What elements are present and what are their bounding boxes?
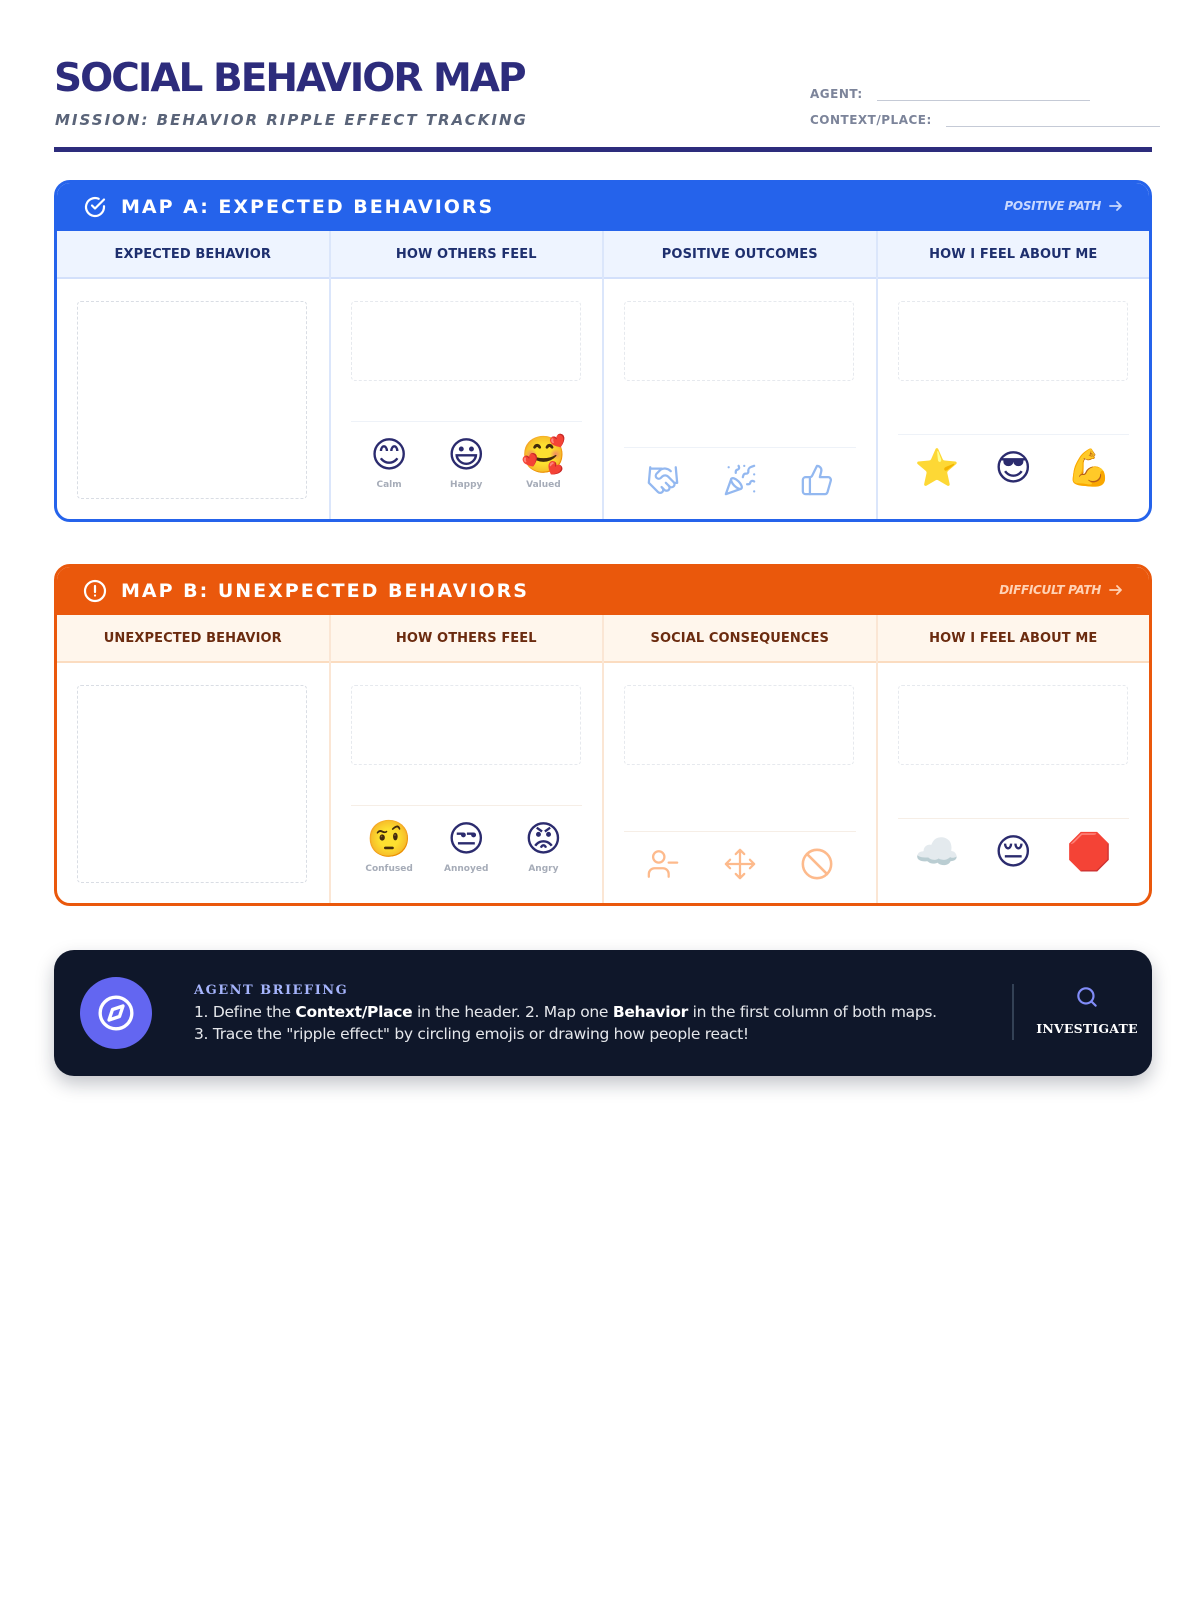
emoji-label: Angry: [528, 864, 559, 874]
worksheet-header: [54, 56, 1152, 154]
emoji-label: Valued: [526, 480, 561, 490]
valued-emoji-icon: 🥰: [520, 435, 566, 476]
pensive-face-icon[interactable]: 😔: [994, 832, 1032, 873]
column-header: UNEXPECTED BEHAVIOR: [57, 615, 329, 663]
social-consequences-column: [604, 615, 878, 903]
column-header: POSITIVE OUTCOMES: [604, 231, 876, 279]
user-minus-icon[interactable]: [643, 844, 683, 884]
party-popper-icon[interactable]: [720, 460, 760, 500]
page-title: SOCIAL BEHAVIOR MAP: [54, 56, 525, 101]
agent-briefing-panel: [54, 950, 1152, 1076]
angry-emoji-icon: 😡: [524, 819, 563, 860]
map-a-title: MAP A: EXPECTED BEHAVIORS: [121, 196, 495, 218]
map-b-header: [57, 567, 1149, 615]
positive-path-label: POSITIVE PATH: [1004, 199, 1101, 213]
agent-label: AGENT:: [810, 87, 863, 101]
emoji-option-angry[interactable]: [513, 820, 573, 874]
agent-field[interactable]: [810, 87, 1090, 101]
consequence-icon-row: [624, 831, 856, 884]
outcome-icon-row: [624, 447, 856, 500]
arrow-right-icon: [1109, 584, 1123, 596]
others-feel-column: [331, 231, 605, 519]
context-input-line[interactable]: [946, 113, 1160, 127]
others-feel-writing-box[interactable]: [351, 301, 581, 381]
column-header: SOCIAL CONSEQUENCES: [604, 615, 876, 663]
context-field[interactable]: [810, 113, 1160, 127]
column-header: HOW OTHERS FEEL: [331, 615, 603, 663]
annoyed-emoji-icon: 😒: [447, 819, 485, 860]
self-feelings-row: [898, 818, 1130, 873]
map-b-title: MAP B: UNEXPECTED BEHAVIORS: [121, 580, 529, 602]
happy-emoji-icon: 😃: [447, 435, 485, 476]
cloud-icon[interactable]: ☁️: [914, 832, 960, 873]
emoji-label: Confused: [365, 864, 413, 874]
compass-icon: [80, 977, 152, 1049]
cool-face-icon[interactable]: 😎: [994, 448, 1032, 489]
calm-emoji-icon: 😊: [370, 435, 408, 476]
feelings-emoji-row: [351, 421, 583, 490]
briefing-line-1: 1. Define the Context/Place in the header. 2. Map one Behavior in the first column of both maps.: [194, 1003, 937, 1021]
self-feelings-row: [898, 434, 1130, 489]
positive-path-link[interactable]: [1004, 199, 1123, 213]
emoji-option-valued[interactable]: [513, 436, 573, 490]
emoji-option-confused[interactable]: [359, 820, 419, 874]
ban-icon[interactable]: [797, 844, 837, 884]
map-a-card: [54, 180, 1152, 522]
investigate-label: INVESTIGATE: [1036, 1021, 1138, 1036]
emoji-label: Happy: [450, 480, 483, 490]
briefing-title: AGENT BRIEFING: [194, 983, 349, 998]
context-label: CONTEXT/PLACE:: [810, 113, 932, 127]
stop-sign-icon[interactable]: 🛑: [1066, 832, 1112, 873]
column-header: HOW I FEEL ABOUT ME: [878, 615, 1150, 663]
others-feel-column: [331, 615, 605, 903]
self-feel-writing-box[interactable]: [898, 301, 1128, 381]
star-icon[interactable]: ⭐: [914, 448, 960, 489]
expected-behavior-column: [57, 231, 331, 519]
search-icon: [1074, 984, 1100, 1015]
behavior-writing-box[interactable]: [77, 685, 307, 883]
header-divider: [54, 147, 1152, 152]
emoji-option-calm[interactable]: [359, 436, 419, 490]
alert-circle-icon: [81, 577, 109, 605]
column-header: HOW OTHERS FEEL: [331, 231, 603, 279]
consequences-writing-box[interactable]: [624, 685, 854, 765]
emoji-label: Annoyed: [444, 864, 489, 874]
feelings-emoji-row: [351, 805, 583, 874]
self-feel-column: [878, 231, 1150, 519]
behavior-writing-box[interactable]: [77, 301, 307, 499]
self-feel-column: [878, 615, 1150, 903]
agent-input-line[interactable]: [877, 87, 1090, 101]
move-arrows-icon[interactable]: [720, 844, 760, 884]
column-header: EXPECTED BEHAVIOR: [57, 231, 329, 279]
check-circle-icon: [81, 193, 109, 221]
difficult-path-label: DIFFICULT PATH: [999, 583, 1101, 597]
briefing-divider: [1012, 984, 1014, 1040]
investigate-button[interactable]: [1022, 984, 1152, 1036]
positive-outcomes-column: [604, 231, 878, 519]
briefing-line-2: 3. Trace the "ripple effect" by circling emojis or drawing how people react!: [194, 1025, 749, 1043]
self-feel-writing-box[interactable]: [898, 685, 1128, 765]
unexpected-behavior-column: [57, 615, 331, 903]
column-header: HOW I FEEL ABOUT ME: [878, 231, 1150, 279]
emoji-label: Calm: [376, 480, 402, 490]
emoji-option-happy[interactable]: [436, 436, 496, 490]
difficult-path-link[interactable]: [999, 583, 1123, 597]
map-a-header: [57, 183, 1149, 231]
emoji-option-annoyed[interactable]: [436, 820, 496, 874]
thumbs-up-icon[interactable]: [797, 460, 837, 500]
confused-emoji-icon: 🤨: [366, 819, 412, 860]
handshake-icon[interactable]: [643, 460, 683, 500]
others-feel-writing-box[interactable]: [351, 685, 581, 765]
briefing-instructions: [194, 1001, 994, 1045]
arrow-right-icon: [1109, 200, 1123, 212]
page-subtitle: MISSION: BEHAVIOR RIPPLE EFFECT TRACKING: [55, 111, 528, 129]
outcomes-writing-box[interactable]: [624, 301, 854, 381]
flexed-biceps-icon[interactable]: 💪: [1066, 448, 1112, 489]
map-b-card: [54, 564, 1152, 906]
